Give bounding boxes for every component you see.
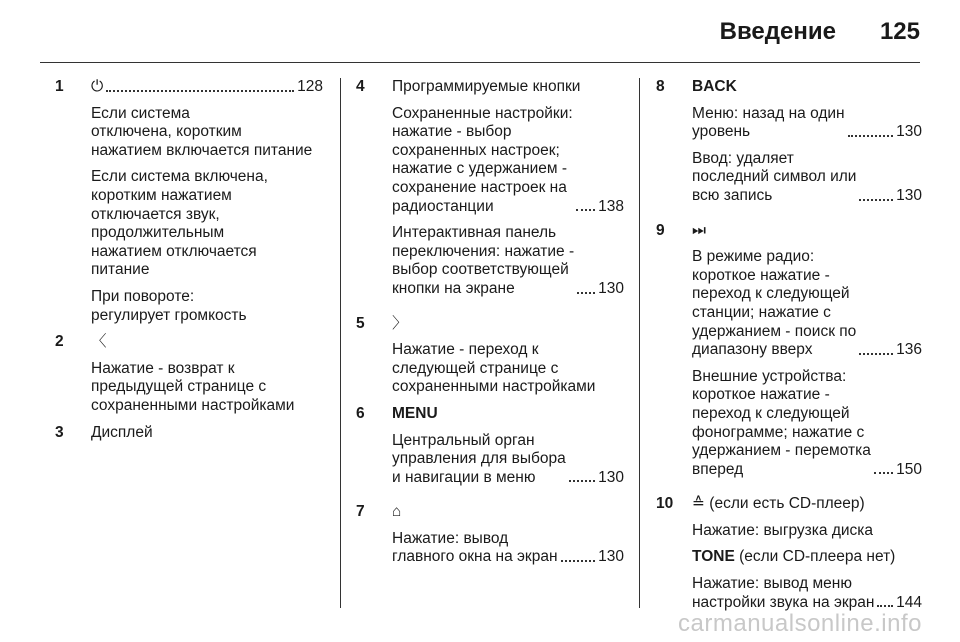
list-item bbox=[55, 424, 323, 443]
dot-leader bbox=[576, 209, 595, 211]
description-with-page bbox=[692, 368, 922, 480]
item-heading bbox=[91, 78, 323, 97]
item-heading bbox=[692, 495, 922, 514]
description-text: Центральный орган управления для выбора и навигации в меню bbox=[392, 431, 566, 486]
dot-leader bbox=[859, 199, 893, 201]
description bbox=[91, 288, 323, 325]
button-name: TONE bbox=[692, 548, 735, 566]
page-reference: 130 bbox=[896, 186, 922, 204]
list-item bbox=[656, 78, 922, 214]
heading-text: Программируемые кнопки bbox=[392, 78, 581, 95]
item-body bbox=[392, 405, 624, 495]
column-divider-1 bbox=[340, 78, 341, 608]
page-reference: 130 bbox=[598, 548, 624, 566]
dot-leader bbox=[561, 560, 596, 562]
page-number: 125 bbox=[879, 18, 920, 45]
item-body bbox=[692, 222, 922, 488]
item-heading bbox=[392, 78, 624, 97]
button-symbol-icon: 〈 bbox=[91, 333, 107, 351]
item-body bbox=[692, 78, 922, 214]
page-reference: 150 bbox=[896, 460, 922, 478]
description-text: В режиме радио: короткое нажатие - переход к следующей станции; нажатие с удержанием - поиск по диапазону вверх bbox=[692, 248, 857, 359]
dot-leader bbox=[577, 292, 595, 294]
description-with-page bbox=[392, 105, 624, 217]
description-text: Нажатие: вывод главного окна на экран bbox=[392, 529, 558, 566]
item-body bbox=[692, 495, 922, 620]
dot-leader bbox=[877, 605, 893, 607]
description-text: Меню: назад на один уровень bbox=[692, 104, 845, 141]
page-reference: 136 bbox=[896, 341, 922, 359]
header-rule bbox=[40, 62, 920, 63]
description bbox=[91, 168, 323, 280]
description-with-page bbox=[392, 224, 624, 298]
list-item bbox=[656, 495, 922, 620]
description-with-page bbox=[692, 248, 922, 360]
list-item bbox=[356, 78, 624, 307]
page-reference: 130 bbox=[598, 279, 624, 297]
dot-leader bbox=[106, 90, 294, 92]
list-item bbox=[356, 503, 624, 575]
button-symbol-icon: ⏭ bbox=[692, 221, 706, 239]
description-text: При повороте: регулирует громкость bbox=[91, 287, 247, 324]
item-heading bbox=[392, 405, 624, 424]
description-with-page bbox=[692, 575, 922, 612]
heading-text: Дисплей bbox=[91, 423, 153, 441]
dot-leader bbox=[848, 135, 894, 137]
description-text: Внешние устройства: короткое нажатие - переход к следующей фонограмме; нажатие с удержанием - перемотка вперед bbox=[692, 367, 871, 478]
description bbox=[91, 360, 323, 416]
list-item bbox=[55, 333, 323, 415]
dot-leader bbox=[874, 472, 893, 474]
item-heading bbox=[392, 315, 624, 334]
page-reference: 144 bbox=[896, 593, 922, 611]
item-number: 5 bbox=[356, 314, 365, 332]
description-text: Нажатие: выгрузка диска bbox=[692, 521, 874, 539]
dot-leader bbox=[569, 480, 595, 482]
item-heading bbox=[91, 424, 323, 443]
item-number: 6 bbox=[356, 404, 365, 422]
description-with-page bbox=[692, 150, 922, 206]
list-item bbox=[356, 405, 624, 495]
item-body bbox=[392, 315, 624, 397]
item-number: 9 bbox=[656, 221, 665, 239]
column-3 bbox=[656, 78, 922, 628]
description-with-page bbox=[692, 105, 922, 142]
description-text: Если система включена, коротким нажатием отключается звук, продолжительным нажатием отключается питание bbox=[91, 168, 268, 279]
page-title: Введение bbox=[719, 18, 836, 45]
dot-leader bbox=[859, 353, 893, 355]
description-with-page bbox=[392, 530, 624, 567]
description-text: Если система отключена, коротким нажатием включается питание bbox=[91, 104, 313, 159]
item-number: 2 bbox=[55, 333, 64, 351]
button-symbol-icon: ⌂ bbox=[392, 503, 402, 521]
item-body bbox=[91, 78, 323, 325]
item-heading bbox=[692, 222, 922, 241]
item-number: 8 bbox=[656, 78, 665, 95]
watermark: carmanualsonline.info bbox=[678, 610, 922, 637]
column-2 bbox=[356, 78, 624, 583]
description bbox=[91, 105, 323, 161]
button-symbol-icon: 〉 bbox=[392, 314, 408, 332]
heading-text: (если есть CD-плеер) bbox=[705, 495, 865, 513]
item-number: 7 bbox=[356, 503, 365, 521]
description-text: Нажатие: вывод меню настройки звука на экран bbox=[692, 575, 875, 611]
column-1 bbox=[55, 78, 323, 450]
description-text: Нажатие - переход к следующей странице с сохраненными настройками bbox=[392, 341, 596, 396]
list-item bbox=[356, 315, 624, 397]
item-number: 4 bbox=[356, 78, 365, 95]
list-item bbox=[55, 78, 323, 325]
description-with-page bbox=[392, 432, 624, 488]
list-item bbox=[656, 222, 922, 488]
item-body bbox=[91, 333, 323, 415]
description-text: Нажатие - возврат к предыдущей странице с сохраненными настройками bbox=[91, 359, 295, 414]
description-text: Интерактивная панель переключения: нажатие - выбор соответствующей кнопки на экране bbox=[392, 224, 575, 297]
column-divider-2 bbox=[639, 78, 640, 608]
description-text: (если CD-плеера нет) bbox=[734, 548, 896, 566]
description bbox=[692, 522, 922, 541]
button-symbol-icon: ⏻ bbox=[91, 78, 104, 95]
page-header bbox=[720, 18, 920, 46]
button-symbol-icon: ≙ bbox=[692, 495, 705, 513]
description-text: Ввод: удаляет последний символ или всю запись bbox=[692, 149, 857, 204]
item-heading bbox=[692, 78, 922, 97]
item-number: 10 bbox=[656, 495, 674, 513]
description bbox=[692, 548, 922, 567]
button-name: BACK bbox=[692, 78, 737, 95]
page-reference: 128 bbox=[297, 78, 323, 95]
item-heading bbox=[91, 333, 323, 352]
description-text: Сохраненные настройки: нажатие - выбор сохраненных настроек; нажатие с удержанием - сохранение настроек на радиостанции bbox=[392, 104, 573, 215]
item-number: 3 bbox=[55, 423, 64, 441]
item-body bbox=[392, 503, 624, 575]
page-reference: 130 bbox=[598, 468, 624, 486]
item-body bbox=[91, 424, 323, 443]
page-reference: 130 bbox=[896, 123, 922, 141]
description bbox=[392, 341, 624, 397]
item-number: 1 bbox=[55, 78, 64, 95]
item-body bbox=[392, 78, 624, 307]
item-heading bbox=[392, 503, 624, 522]
page-reference: 138 bbox=[598, 197, 624, 215]
button-name: MENU bbox=[392, 404, 438, 422]
